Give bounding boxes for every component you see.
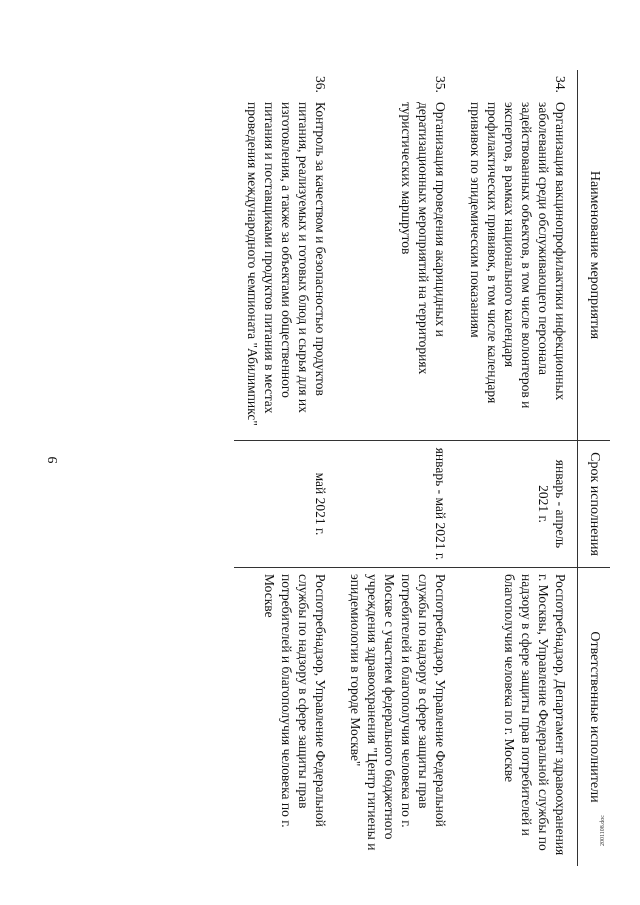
table-header-row — [578, 70, 611, 866]
footer-file-code: 2001108.doc — [600, 815, 606, 846]
cell-name — [457, 70, 578, 441]
cell-deadline: январь - апрель 2021 г. — [457, 441, 578, 568]
cell-responsible: Роспотребнадзор, Департамент здравоохранения г. Москвы, Управление Федеральной службы по надзору в сфере защиты прав потребителей и благополучия человека по г. Москве — [502, 574, 568, 856]
cell-deadline: май 2021 г. — [234, 441, 337, 568]
cell-responsible: Роспотребнадзор, Управление Федеральной службы по надзору в сфере защиты прав потребителей и благополучия человека по г. Москве — [262, 574, 328, 828]
measure-name: Организация вакцинопрофилактики инфекционных заболеваний среди обслуживающего персонала задействованных объектов, в том числе волонтеров и экспертов, в рамках национального календаря профилактических прививок, в том числе календаря прививок по эпидемическим показаниям — [468, 102, 568, 409]
measure-name: Контроль за качеством и безопасностью продуктов питания, реализуемых и готовых блюд и сырья для их изготовления, а также за объектами общественного питания и поставщиками продуктов питания в местах проведения международного чемпионата "Абилимпикс" — [245, 102, 328, 426]
header-responsible: Ответственные исполнители — [578, 568, 611, 867]
cell-name — [234, 70, 337, 441]
measures-table — [234, 70, 610, 866]
table-row — [457, 70, 578, 866]
page-number: 9 — [46, 456, 61, 464]
header-deadline: Срок исполнения — [578, 441, 611, 568]
row-number: 35. — [433, 76, 448, 93]
header-name: Наименование мероприятия — [578, 70, 611, 441]
measure-name: Организация проведения акарицидных и дератизационных мероприятий на территориях туристических маршрутов — [399, 102, 448, 375]
cell-deadline: январь - май 2021 г. — [337, 441, 457, 568]
row-number: 34. — [553, 76, 568, 93]
rotated-page-content — [70, 70, 610, 856]
cell-responsible: Роспотребнадзор, Управление Федеральной службы по надзору в сфере защиты прав потребителей и благополучия человека по г. Москве с участием федерального бюджетного учреждения здравоохранения "Центр гигиены и эпидемиологии в городе Москве" — [348, 574, 448, 851]
row-number: 36. — [313, 76, 328, 93]
table-row — [234, 70, 337, 866]
cell-name — [337, 70, 457, 441]
table-row — [337, 70, 457, 866]
